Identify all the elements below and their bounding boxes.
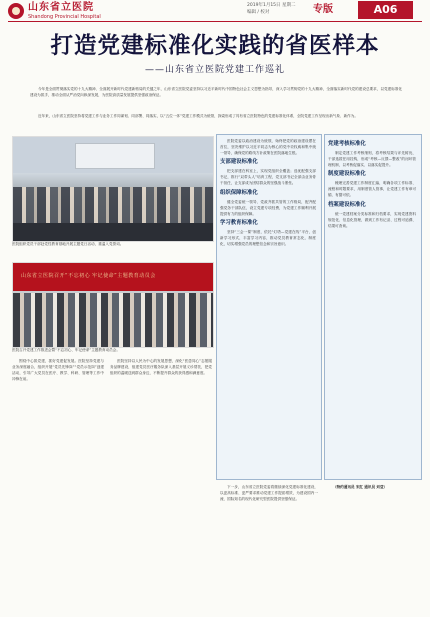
- byline: （特约通讯员 宋红 通讯员 刘莹）: [333, 485, 388, 489]
- body-paragraph: 统一党建档案分类标准和归档要求，实现党建资料规范化、信息化管理，做到工作有记录、过程可追溯、结果可查询。: [328, 211, 416, 228]
- section-heading: 组织保障标准化: [220, 189, 258, 196]
- text-column: [220, 138, 316, 474]
- photo-caption: 医院召开党建工作推进会暨“不忘初心、牢记使命”主题教育动员会。: [12, 348, 120, 352]
- text-column: [12, 358, 104, 610]
- headline: 打造党建标准化实践的省医样本: [50, 33, 380, 59]
- body-paragraph: 围绕中心抓党建，抓好党建促发展。医院坚持党建与业务深度融合，组织开展“党员先锋岗”“党员示范岗”创建活动，引导广大党员在医疗、教学、科研、管理等工作中冲锋在前。: [12, 359, 104, 382]
- body-paragraph: 健全党委统一领导、党政齐抓共管的工作格局，配齐配强党务干部队伍，设立党建专项经费，为党建工作顺利开展提供有力的组织保障。: [220, 199, 316, 216]
- text-column: [110, 358, 212, 610]
- photo-caption: 医院组织党员干部赴党性教育基地开展主题党日活动，重温入党誓词。: [12, 242, 124, 246]
- lead-paragraph: 近年来，山东省立医院坚持将党建工作与业务工作同谋划、同部署、同落实，以“五位一体”党建工作模式为统领，探索形成了具有省立医院特色的党建标准化体系，全院党建工作呈现出新气象、新作为。: [38, 114, 358, 118]
- page-number: A06: [358, 1, 413, 19]
- meeting-photo: [12, 136, 214, 242]
- front-table: [13, 223, 213, 241]
- header-rule: [8, 21, 422, 22]
- newspaper-logo: [8, 3, 118, 21]
- body-paragraph: 下一步，山东省立医院党委将继续深化党建标准化建设，以更高标准、更严要求推动党建工作提质增效，为建设国内一流、国际知名的现代化研究型医院提供坚强保证。: [220, 485, 318, 502]
- logo-subtitle: Shandong Provincial Hospital: [28, 14, 101, 20]
- section-heading: 制度建设标准化: [328, 171, 366, 178]
- body-paragraph: 制定党建工作考核细则，将考核结果与评先树优、干部选拔任用挂钩，形成“考核—反馈—整改”的闭环管理机制，以考核促落实、以落实促提升。: [328, 151, 416, 168]
- logo-title: 山东省立医院: [28, 2, 94, 13]
- section-heading: 党建考核标准化: [328, 141, 366, 147]
- text-column: [220, 484, 318, 610]
- lead-paragraph: 今年是全面贯彻落实党的十九大精神、全面展开新时代党建新格局的关键之年，山东省立医院党委坚持以习近平新时代中国特色社会主义思想为指导，深入学习贯彻党的十九大精神，全面落实新时代党的建设总要求，以党建标准化建设为抓手，推动全面从严治党向纵深发展，为医院高质量发展提供坚强政治保证。: [30, 87, 402, 98]
- body-paragraph: 把支部建在科室上，实现党组织全覆盖；选优配强支部书记，推行“双带头人”培育工程，党支部书记全部由业务骨干担任，让支部成为团结群众的坚强战斗堡垒。: [220, 169, 316, 186]
- hospital-seal-icon: [8, 3, 24, 19]
- section-heading: 学习教育标准化: [220, 219, 258, 226]
- issue-date: 2019年1月15日 星期二: [247, 3, 296, 8]
- conference-photo: [12, 262, 214, 348]
- editor-credit: 编辑 / 校对: [247, 10, 270, 15]
- text-column: [328, 138, 416, 474]
- audience: [13, 293, 213, 347]
- body-paragraph: 医院坚持以人民为中心的发展思想，深化“医患同心”志愿服务品牌建设，组建党员医疗服务队深入基层开展义诊帮扶，把党组织的温暖送到群众身边，不断提升群众的获得感和满意度。: [110, 359, 212, 376]
- section-heading: 档案建设标准化: [328, 201, 366, 208]
- section-label: 专版: [313, 4, 333, 15]
- presentation-board: [75, 143, 155, 169]
- subheadline: ——山东省立医院党建工作巡礼: [144, 65, 285, 75]
- banner-text: 山东省立医院召开“不忘初心 牢记使命”主题教育动员会: [21, 273, 156, 279]
- text-column: [326, 484, 420, 610]
- body-paragraph: 医院党委以政治建设为统领，始终把党的政治建设摆在首位，坚决维护以习近平同志为核心的党中央权威和集中统一领导，确保党的路线方针政策在医院落地生根。: [220, 139, 316, 156]
- section-heading: 支部建设标准化: [220, 159, 258, 166]
- body-paragraph: 梳理完善党建工作制度汇编，明确各项工作标准、流程和时限要求，用制度管人管事，让党建工作有章可循、有据可依。: [328, 181, 416, 198]
- body-paragraph: 坚持“三会一课”制度，依托“灯塔—党建在线”平台，创新学习形式，丰富学习内容，推动党员教育常态化、制度化，切实增强党员的理想信念和宗旨意识。: [220, 229, 316, 247]
- masthead: [0, 0, 430, 24]
